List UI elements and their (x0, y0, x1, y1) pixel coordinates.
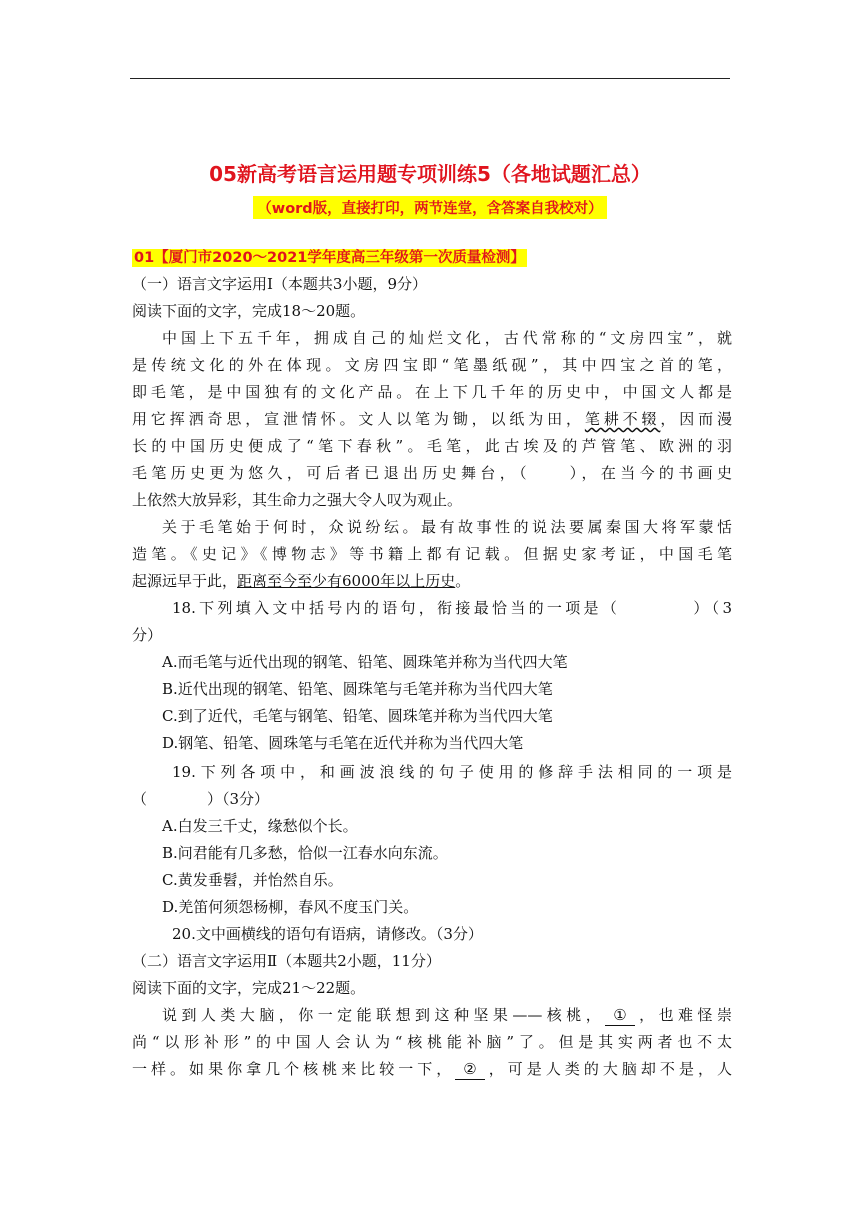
passage-line: 说到人类大脑，你一定能联想到这种坚果——核桃， ① ，也难怪崇 (162, 1006, 732, 1024)
passage-line: 是传统文化的外在体现。文房四宝即“笔墨纸砚”，其中四宝之首的笔， (132, 356, 732, 374)
passage-line: 毛笔历史更为悠久，可后者已退出历史舞台，（ ），在当今的书画史 (132, 464, 732, 482)
passage-line: 上依然大放异彩，其生命力之强大令人叹为观止。 (132, 491, 463, 509)
question-18: 18.下列填入文中括号内的语句，衔接最恰当的一项是（ ）（3 (172, 599, 732, 617)
passage-line: 尚“以形补形”的中国人会认为“核桃能补脑”了。但是其实两者也不太 (132, 1033, 732, 1051)
blank-1: ① (605, 1005, 634, 1026)
passage-line: 即毛笔，是中国独有的文化产品。在上下几千年的历史中，中国文人都是 (132, 383, 732, 401)
passage-line: 中国上下五千年，拥成自己的灿烂文化，古代常称的“文房四宝”，就 (162, 329, 732, 347)
wavy-underlined-phrase: 笔耕不辍 (584, 410, 661, 428)
question-19-cont: （ ）（3分） (132, 790, 270, 808)
passage-line: 关于毛笔始于何时，众说纷纭。最有故事性的说法要属秦国大将军蒙恬 (162, 518, 732, 536)
passage-line: 造笔。《史记》《博物志》等书籍上都有记载。但据史家考证，中国毛笔 (132, 545, 732, 563)
option-d: D.羌笛何须怨杨柳，春风不度玉门关。 (162, 898, 419, 916)
part1-instruction: 阅读下面的文字，完成18～20题。 (132, 302, 366, 320)
question-19: 19.下列各项中，和画波浪线的句子使用的修辞手法相同的一项是 (172, 763, 732, 781)
part2-instruction: 阅读下面的文字，完成21～22题。 (132, 979, 366, 997)
part1-heading: （一）语言文字运用Ⅰ（本题共3小题，9分） (132, 275, 428, 293)
option-d: D.钢笔、铅笔、圆珠笔与毛笔在近代并称为当代四大笔 (162, 734, 524, 752)
option-c: C.到了近代，毛笔与钢笔、铅笔、圆珠笔并称为当代四大笔 (162, 707, 553, 725)
passage-line: 长的中国历史便成了“笔下春秋”。毛笔，此古埃及的芦管笔、欧洲的羽 (132, 437, 732, 455)
option-b: B.问君能有几多愁，恰似一江春水向东流。 (162, 844, 448, 862)
option-b: B.近代出现的钢笔、铅笔、圆珠笔与毛笔并称为当代四大笔 (162, 680, 553, 698)
question-18-cont: 分） (132, 626, 163, 644)
option-a: A.而毛笔与近代出现的钢笔、铅笔、圆珠笔并称为当代四大笔 (162, 653, 568, 671)
header-rule (130, 78, 730, 79)
passage-line: 起源远早于此，距离至今至少有6000年以上历史。 (132, 572, 471, 590)
document-subtitle: （word版，直接打印，两节连堂，含答案自我校对） (253, 196, 606, 219)
section-heading: 01【厦门市2020～2021学年度高三年级第一次质量检测】 (134, 250, 525, 266)
option-c: C.黄发垂髫，并怡然自乐。 (162, 871, 343, 889)
document-title: 05新高考语言运用题专项训练5（各地试题汇总） (209, 162, 651, 186)
question-20: 20.文中画横线的语句有语病，请修改。（3分） (172, 925, 483, 943)
passage-line: 一样。如果你拿几个核桃来比较一下， ② ，可是人类的大脑却不是，人 (132, 1060, 732, 1078)
part2-heading: （二）语言文字运用Ⅱ（本题共2小题，11分） (132, 952, 441, 970)
underlined-sentence: 距离至今至少有6000年以上历史 (237, 572, 456, 590)
blank-2: ② (455, 1059, 484, 1080)
option-a: A.白发三千丈，缘愁似个长。 (162, 817, 358, 835)
passage-line: 用它挥洒奇思，宣泄情怀。文人以笔为锄，以纸为田，笔耕不辍，因而漫 (132, 410, 732, 428)
